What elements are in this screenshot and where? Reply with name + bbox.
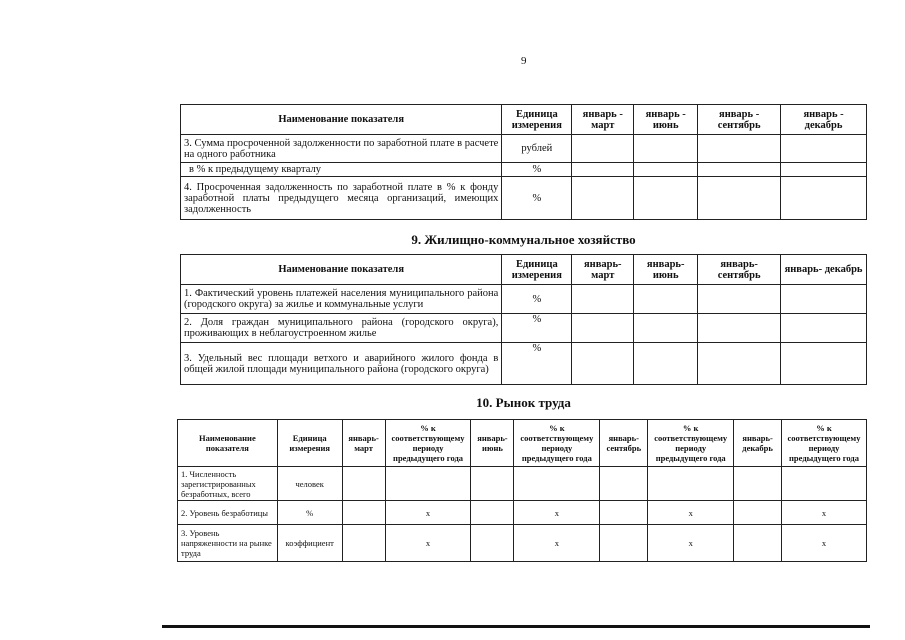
cell-pct: х xyxy=(385,501,471,525)
cell-empty xyxy=(342,525,385,562)
table-row xyxy=(181,285,867,314)
table-labor-market xyxy=(177,419,867,562)
cell-empty xyxy=(634,343,698,385)
table-housing xyxy=(180,254,867,385)
row-name: 2. Доля граждан муниципального района (городского округа), проживающих в неблагоустроенном жилье xyxy=(181,314,502,343)
cell-empty xyxy=(781,177,867,220)
row-unit: % xyxy=(502,343,572,385)
row-name: 3. Удельный вес площади ветхого и аварийного жилого фонда в общей жилой площади муниципального района (городского округа) xyxy=(181,343,502,385)
table-header-row xyxy=(181,255,867,285)
cell-empty xyxy=(734,467,782,501)
cell-pct xyxy=(648,467,734,501)
col-header-q1-pct: % к соответствующему периоду предыдущего года xyxy=(385,420,471,467)
col-header-unit: Единица измерения xyxy=(502,255,572,285)
cell-pct xyxy=(782,467,867,501)
row-name: 4. Просроченная задолженность по заработной плате в % к фонду заработной платы предыдущего месяца организаций, имеющих задолженность xyxy=(181,177,502,220)
col-header-h1-pct: % к соответствующему периоду предыдущего года xyxy=(514,420,600,467)
cell-empty xyxy=(572,177,634,220)
cell-empty xyxy=(600,525,648,562)
cell-pct: х xyxy=(514,525,600,562)
cell-empty xyxy=(342,467,385,501)
col-header-q1: январь- март xyxy=(572,255,634,285)
col-header-year: январь - декабрь xyxy=(781,105,867,135)
cell-empty xyxy=(634,177,698,220)
col-header-q1: январь - март xyxy=(572,105,634,135)
row-unit: % xyxy=(502,314,572,343)
col-header-year: январь- декабрь xyxy=(781,255,867,285)
col-header-9m-pct: % к соответствующему периоду предыдущего года xyxy=(648,420,734,467)
cell-pct xyxy=(385,467,471,501)
table-row xyxy=(178,525,867,562)
cell-empty xyxy=(471,525,514,562)
cell-empty xyxy=(572,285,634,314)
table-wages-arrears xyxy=(180,104,867,220)
row-unit: человек xyxy=(277,467,342,501)
cell-pct: х xyxy=(385,525,471,562)
row-name: 1. Фактический уровень платежей населения муниципального района (городского округа) за жилье и коммунальные услуги xyxy=(181,285,502,314)
cell-empty xyxy=(781,285,867,314)
table-row xyxy=(181,314,867,343)
col-header-9m: январь- сентябрь xyxy=(600,420,648,467)
col-header-9m: январь - сентябрь xyxy=(698,105,781,135)
row-unit: % xyxy=(502,177,572,220)
col-header-9m: январь- сентябрь xyxy=(698,255,781,285)
table-row xyxy=(181,163,867,177)
cell-empty xyxy=(734,501,782,525)
cell-pct xyxy=(514,467,600,501)
section-title-labor-market: 10. Рынок труда xyxy=(476,395,571,410)
cell-empty xyxy=(572,343,634,385)
cell-empty xyxy=(342,501,385,525)
row-unit: % xyxy=(502,163,572,177)
cell-pct: х xyxy=(648,501,734,525)
col-header-h1: январь- июнь xyxy=(471,420,514,467)
row-unit: коэффициент xyxy=(277,525,342,562)
row-name: 3. Уровень напряженности на рынке труда xyxy=(178,525,278,562)
row-unit: рублей xyxy=(502,135,572,163)
cell-empty xyxy=(634,163,698,177)
col-header-year-pct: % к соответствующему периоду предыдущего года xyxy=(782,420,867,467)
page-number-text: 9 xyxy=(521,55,527,67)
cell-empty xyxy=(781,163,867,177)
cell-empty xyxy=(634,285,698,314)
row-unit: % xyxy=(277,501,342,525)
col-header-q1: январь- март xyxy=(342,420,385,467)
cell-pct: х xyxy=(782,525,867,562)
cell-empty xyxy=(781,343,867,385)
table-header-row xyxy=(181,105,867,135)
table-row xyxy=(178,467,867,501)
cell-empty xyxy=(600,467,648,501)
row-name: в % к предыдущему кварталу xyxy=(181,163,502,177)
col-header-name: Наименование показателя xyxy=(181,255,502,285)
cell-empty xyxy=(471,501,514,525)
row-name: 2. Уровень безработицы xyxy=(178,501,278,525)
col-header-name: Наименование показателя xyxy=(181,105,502,135)
cell-empty xyxy=(572,163,634,177)
col-header-unit: Единица измерения xyxy=(502,105,572,135)
cell-empty xyxy=(698,163,781,177)
cell-empty xyxy=(698,177,781,220)
col-header-h1: январь- июнь xyxy=(634,255,698,285)
cell-pct: х xyxy=(648,525,734,562)
row-name: 3. Сумма просроченной задолженности по заработной плате в расчете на одного работника xyxy=(181,135,502,163)
cell-empty xyxy=(781,314,867,343)
cell-empty xyxy=(698,285,781,314)
bottom-divider xyxy=(162,625,870,628)
cell-pct: х xyxy=(514,501,600,525)
table-row xyxy=(178,501,867,525)
table-row xyxy=(181,343,867,385)
cell-pct: х xyxy=(782,501,867,525)
table-row xyxy=(181,135,867,163)
cell-empty xyxy=(781,135,867,163)
cell-empty xyxy=(471,467,514,501)
col-header-h1: январь - июнь xyxy=(634,105,698,135)
section-title-housing: 9. Жилищно-коммунальное хозяйство xyxy=(411,232,636,247)
cell-empty xyxy=(734,525,782,562)
cell-empty xyxy=(698,343,781,385)
table-header-row xyxy=(178,420,867,467)
cell-empty xyxy=(634,314,698,343)
col-header-year: январь- декабрь xyxy=(734,420,782,467)
cell-empty xyxy=(698,135,781,163)
cell-empty xyxy=(634,135,698,163)
cell-empty xyxy=(572,314,634,343)
cell-empty xyxy=(600,501,648,525)
row-unit: % xyxy=(502,285,572,314)
col-header-unit: Единица измерения xyxy=(277,420,342,467)
row-name: 1. Численность зарегистрированных безработных, всего xyxy=(178,467,278,501)
col-header-name: Наименование показателя xyxy=(178,420,278,467)
table-row xyxy=(181,177,867,220)
cell-empty xyxy=(698,314,781,343)
cell-empty xyxy=(572,135,634,163)
